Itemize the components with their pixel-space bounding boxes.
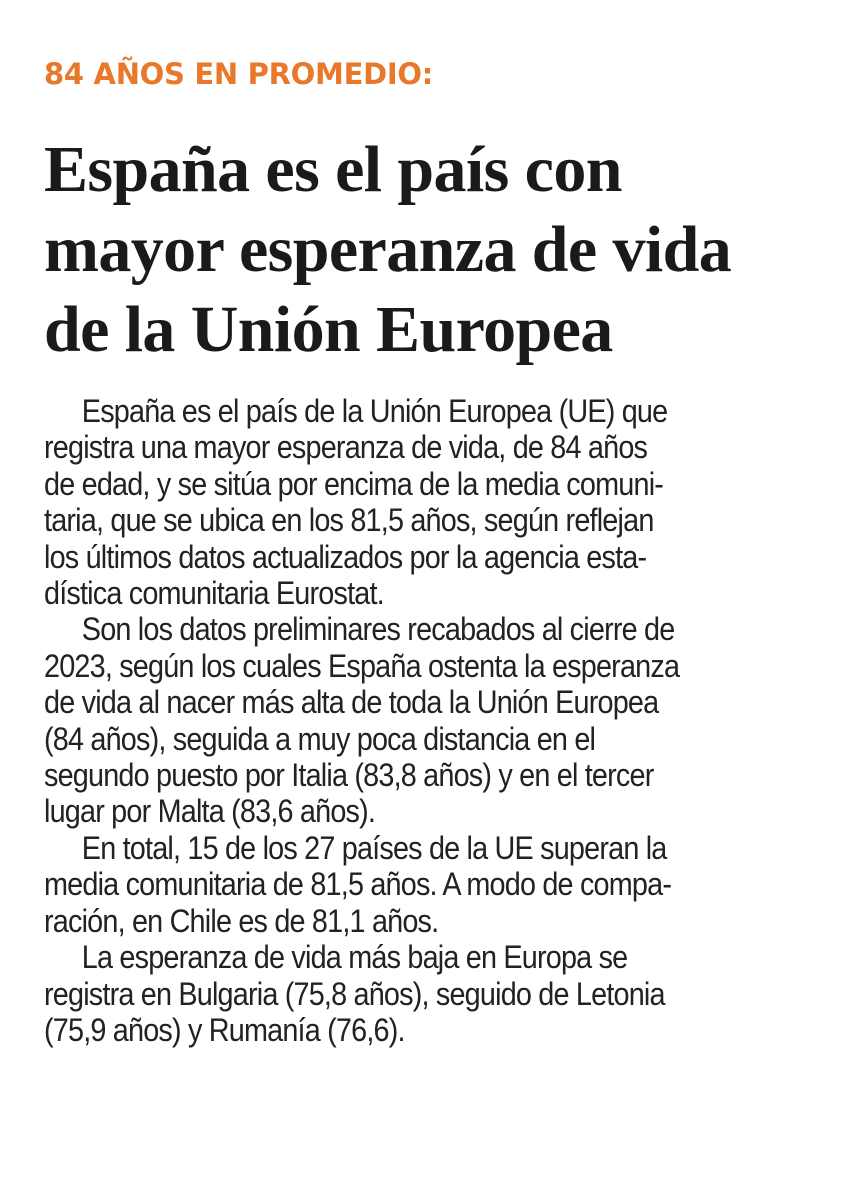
body-line: segundo puesto por Italia (83,8 años) y en el tercer	[44, 757, 654, 794]
body-paragraph	[44, 611, 737, 829]
body-line: (75,9 años) y Rumanía (76,6).	[44, 1011, 405, 1048]
body-line: de vida al nacer más alta de toda la Unión Europea	[44, 684, 659, 721]
body-line: dística comunitaria Eurostat.	[44, 575, 384, 612]
article-body	[44, 393, 737, 1048]
body-line: Son los datos preliminares recabados al cierre de	[81, 611, 675, 648]
headline-line: España es el país con	[44, 133, 622, 206]
body-line: media comunitaria de 81,5 años. A modo de compa-	[44, 866, 672, 903]
article-headline	[44, 130, 731, 370]
headline-line: mayor esperanza de vida	[44, 213, 732, 286]
body-line: los últimos datos actualizados por la agencia esta-	[44, 538, 647, 575]
body-line: lugar por Malta (83,6 años).	[44, 793, 376, 830]
body-line: taria, que se ubica en los 81,5 años, según reflejan	[44, 502, 654, 539]
body-line: ración, en Chile es de 81,1 años.	[44, 902, 439, 939]
body-line: (84 años), seguida a muy poca distancia en el	[44, 720, 596, 757]
body-line: registra una mayor esperanza de vida, de 84 años	[44, 429, 648, 466]
body-paragraph	[44, 939, 737, 1048]
body-line: En total, 15 de los 27 países de la UE superan la	[81, 829, 667, 866]
body-paragraph	[44, 830, 737, 939]
body-paragraph	[44, 393, 737, 611]
body-line: 2023, según los cuales España ostenta la esperanza	[44, 647, 680, 684]
body-line: España es el país de la Unión Europea (UE) que	[81, 393, 668, 429]
headline-line: de la Unión Europea	[44, 293, 613, 366]
body-line: de edad, y se sitúa por encima de la media comuni-	[44, 465, 664, 502]
body-line: La esperanza de vida más baja en Europa se	[81, 939, 628, 976]
article-kicker: 84 AÑOS EN PROMEDIO:	[44, 57, 433, 91]
body-line: registra en Bulgaria (75,8 años), seguido de Letonia	[44, 975, 665, 1012]
